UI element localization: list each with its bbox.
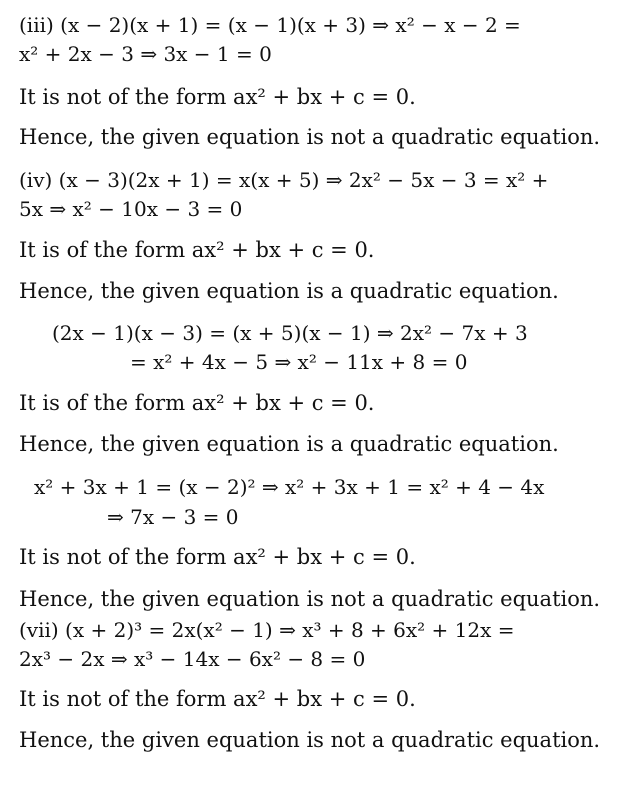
part-vii-equation-line-2: 2x³ − 2x ⇒ x³ − 14x − 6x² − 8 = 0 — [19, 647, 366, 671]
part-v-equation-line-1: (2x − 1)(x − 3) = (x + 5)(x − 1) ⇒ 2x² − 7x + 3 — [52, 321, 528, 345]
part-vii-equation-line-1: (vii) (x + 2)³ = 2x(x² − 1) ⇒ x³ + 8 + 6x² + 12x = — [19, 618, 515, 642]
part-v-form-statement: It is of the form ax² + bx + c = 0. — [19, 391, 375, 415]
part-iii-form-statement: It is not of the form ax² + bx + c = 0. — [19, 85, 416, 109]
part-iv-equation-line-2: 5x ⇒ x² − 10x − 3 = 0 — [19, 197, 243, 221]
part-vi-equation-line-2: ⇒ 7x − 3 = 0 — [107, 505, 239, 529]
part-iv-conclusion: Hence, the given equation is a quadratic equation. — [19, 279, 559, 303]
part-vi-equation-line-1: x² + 3x + 1 = (x − 2)² ⇒ x² + 3x + 1 = x² + 4 − 4x — [34, 475, 545, 499]
part-iii-equation-line-1: (iii) (x − 2)(x + 1) = (x − 1)(x + 3) ⇒ x² − x − 2 = — [19, 13, 521, 37]
part-iv-equation-line-1: (iv) (x − 3)(2x + 1) = x(x + 5) ⇒ 2x² − 5x − 3 = x² + — [19, 168, 549, 192]
part-vi-form-statement: It is not of the form ax² + bx + c = 0. — [19, 545, 416, 569]
part-vi-conclusion: Hence, the given equation is not a quadratic equation. — [19, 587, 601, 611]
part-v-conclusion: Hence, the given equation is a quadratic equation. — [19, 432, 559, 456]
part-iii-conclusion: Hence, the given equation is not a quadratic equation. — [19, 125, 601, 149]
part-v-equation-line-2: = x² + 4x − 5 ⇒ x² − 11x + 8 = 0 — [130, 350, 468, 374]
part-vii-conclusion: Hence, the given equation is not a quadratic equation. — [19, 728, 601, 752]
part-iv-form-statement: It is of the form ax² + bx + c = 0. — [19, 238, 375, 262]
part-iii-equation-line-2: x² + 2x − 3 ⇒ 3x − 1 = 0 — [19, 42, 272, 66]
part-vii-form-statement: It is not of the form ax² + bx + c = 0. — [19, 687, 416, 711]
